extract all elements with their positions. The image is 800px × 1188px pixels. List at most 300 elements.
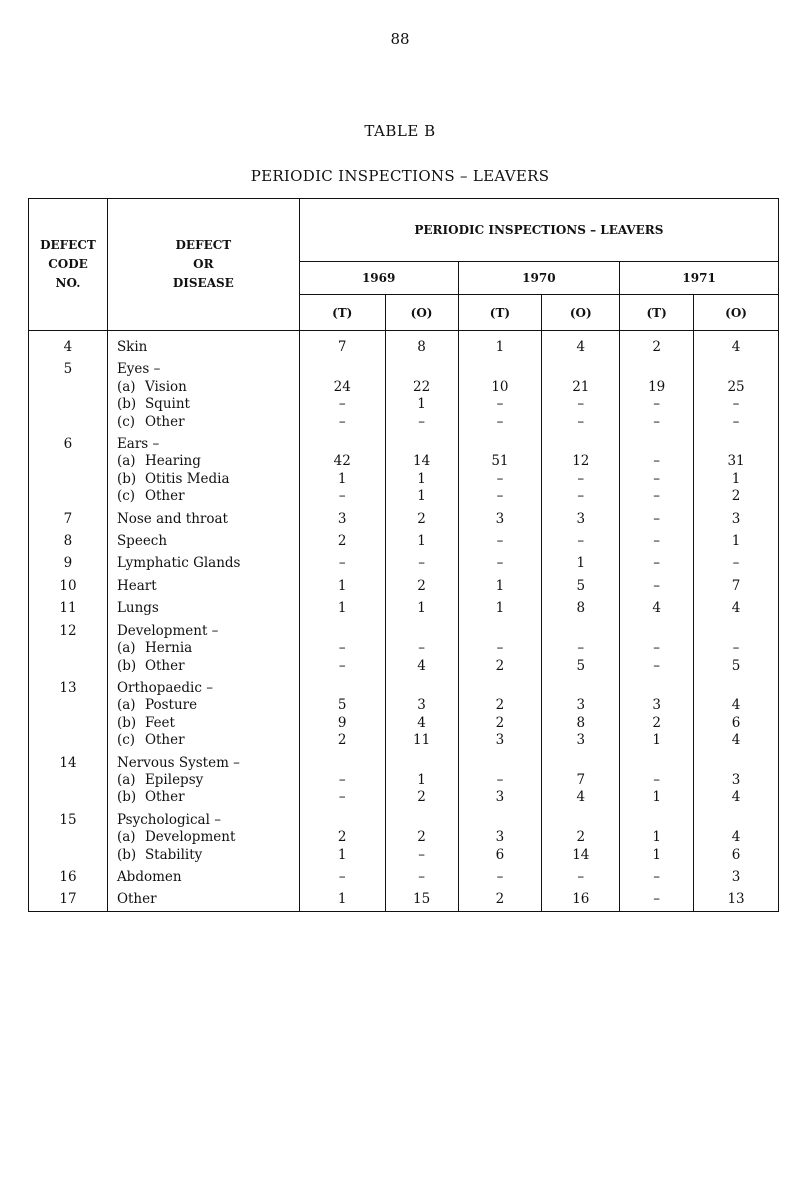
value: – bbox=[653, 510, 661, 527]
value bbox=[300, 812, 385, 829]
value-cell bbox=[299, 812, 385, 869]
value-cell bbox=[299, 361, 385, 436]
value: 1 bbox=[731, 470, 741, 487]
value: 6 bbox=[731, 714, 741, 731]
defect-code-value: 9 bbox=[63, 555, 73, 572]
value-cell bbox=[542, 623, 620, 680]
value: – bbox=[496, 771, 504, 788]
defect-code-value: 8 bbox=[63, 533, 73, 550]
value bbox=[386, 812, 458, 829]
value-cell bbox=[458, 511, 542, 533]
value: 3 bbox=[576, 510, 586, 527]
defect-name bbox=[107, 361, 299, 436]
value bbox=[459, 436, 542, 453]
sub-item-letter: (a) bbox=[116, 640, 136, 657]
value: 2 bbox=[417, 577, 426, 594]
value: – bbox=[418, 846, 425, 863]
sub-item-letter: (b) bbox=[116, 470, 137, 487]
value-cell bbox=[299, 891, 385, 911]
table-subtitle: PERIODIC INSPECTIONS – LEAVERS bbox=[250, 167, 550, 185]
value: – bbox=[653, 396, 661, 413]
value bbox=[694, 812, 778, 829]
value-cell bbox=[542, 331, 620, 362]
value: 3 bbox=[337, 510, 347, 527]
sub-item-letter: (a) bbox=[116, 771, 136, 788]
defect-code bbox=[29, 555, 108, 577]
header-year-1971: 1971 bbox=[620, 262, 779, 295]
table-row bbox=[29, 623, 779, 680]
defect-code bbox=[29, 869, 108, 891]
table-title: TABLE B bbox=[364, 122, 436, 140]
sub-item-letter: (a) bbox=[116, 697, 136, 714]
value: 1 bbox=[417, 396, 426, 413]
value-cell bbox=[299, 680, 385, 755]
value: – bbox=[577, 640, 585, 657]
value: 9 bbox=[337, 714, 347, 731]
value bbox=[620, 812, 693, 829]
header-defect-or-disease: DEFECT OR DISEASE bbox=[107, 199, 299, 331]
defect-name bbox=[107, 600, 299, 622]
sub-item-letter: (c) bbox=[116, 732, 136, 749]
value: – bbox=[653, 577, 661, 594]
value: – bbox=[653, 657, 661, 674]
value: – bbox=[653, 771, 661, 788]
defect-label: Abdomen bbox=[116, 868, 182, 885]
value: 2 bbox=[495, 697, 505, 714]
value: 6 bbox=[731, 846, 741, 863]
value-cell bbox=[620, 436, 694, 511]
defect-label: Development bbox=[144, 829, 236, 846]
value-cell bbox=[694, 436, 779, 511]
table-row bbox=[29, 578, 779, 600]
defect-line bbox=[117, 891, 299, 908]
value bbox=[694, 361, 778, 378]
defect-label: Speech bbox=[116, 533, 168, 550]
sub-item-letter: (b) bbox=[116, 396, 137, 413]
value-cell bbox=[542, 680, 620, 755]
value: 2 bbox=[495, 657, 505, 674]
value: – bbox=[653, 555, 661, 572]
value-cell bbox=[458, 361, 542, 436]
value: 4 bbox=[652, 600, 661, 617]
defect-line bbox=[117, 869, 299, 886]
defect-line bbox=[117, 789, 299, 806]
value-cell bbox=[299, 436, 385, 511]
value: – bbox=[577, 868, 585, 885]
value-cell bbox=[694, 331, 779, 362]
value-cell bbox=[299, 869, 385, 891]
defect-label: Lungs bbox=[116, 600, 159, 617]
value: – bbox=[496, 488, 504, 505]
value-cell bbox=[694, 511, 779, 533]
value bbox=[694, 680, 778, 697]
defect-label: Hearing bbox=[144, 453, 201, 470]
header-defect-code: DEFECT CODE NO. bbox=[29, 199, 108, 331]
value-cell bbox=[385, 812, 458, 869]
value: 1 bbox=[417, 488, 426, 505]
value: – bbox=[496, 555, 504, 572]
value-cell bbox=[385, 623, 458, 680]
value-cell bbox=[542, 361, 620, 436]
defect-code bbox=[29, 578, 108, 600]
value: 4 bbox=[731, 600, 741, 617]
defect-code bbox=[29, 600, 108, 622]
defect-code-value: 7 bbox=[63, 510, 73, 527]
defect-label: Squint bbox=[144, 396, 190, 413]
value: 19 bbox=[648, 378, 666, 395]
defect-label: Other bbox=[144, 413, 185, 430]
value: – bbox=[653, 533, 661, 550]
value: 4 bbox=[731, 339, 741, 355]
value bbox=[459, 680, 542, 697]
value-cell bbox=[694, 869, 779, 891]
defect-line bbox=[117, 453, 299, 470]
value bbox=[459, 755, 542, 772]
value: 3 bbox=[731, 771, 741, 788]
value bbox=[300, 755, 385, 772]
value-cell bbox=[620, 891, 694, 911]
table-row bbox=[29, 600, 779, 622]
header-col: (O) bbox=[542, 295, 620, 331]
value-cell bbox=[385, 436, 458, 511]
value: 22 bbox=[412, 378, 431, 395]
value-cell bbox=[620, 755, 694, 812]
value: 1 bbox=[652, 732, 661, 749]
defect-label: Ears – bbox=[116, 436, 160, 453]
value-cell bbox=[299, 533, 385, 555]
sub-item-letter: (b) bbox=[116, 657, 137, 674]
value: 31 bbox=[727, 453, 745, 470]
defect-line bbox=[117, 488, 299, 505]
value bbox=[620, 623, 693, 640]
value: 3 bbox=[495, 510, 505, 527]
defect-code bbox=[29, 623, 108, 680]
defect-label: Feet bbox=[144, 714, 175, 731]
value-cell bbox=[694, 533, 779, 555]
value bbox=[459, 812, 542, 829]
defect-code bbox=[29, 755, 108, 812]
value: – bbox=[653, 891, 661, 908]
value-cell bbox=[458, 436, 542, 511]
defect-line bbox=[117, 361, 299, 378]
value-cell bbox=[299, 555, 385, 577]
defect-line bbox=[117, 658, 299, 675]
value-cell bbox=[542, 533, 620, 555]
table-row bbox=[29, 361, 779, 436]
header-year-1970: 1970 bbox=[458, 262, 620, 295]
value-cell bbox=[385, 755, 458, 812]
value-cell bbox=[299, 511, 385, 533]
value bbox=[300, 623, 385, 640]
defect-code-value: 6 bbox=[63, 436, 73, 453]
value: 3 bbox=[731, 868, 741, 885]
value bbox=[542, 361, 619, 378]
value: 1 bbox=[337, 577, 347, 594]
defect-label: Posture bbox=[144, 697, 198, 714]
table-row bbox=[29, 436, 779, 511]
sub-item-letter: (a) bbox=[116, 829, 136, 846]
defect-name bbox=[107, 680, 299, 755]
defect-label: Development – bbox=[116, 622, 219, 639]
value: – bbox=[338, 396, 346, 413]
value-cell bbox=[385, 600, 458, 622]
defect-code-value: 10 bbox=[59, 577, 77, 594]
table-row bbox=[29, 555, 779, 577]
value: 1 bbox=[731, 533, 741, 550]
header-col: (T) bbox=[458, 295, 542, 331]
value-cell bbox=[385, 891, 458, 911]
value-cell bbox=[385, 511, 458, 533]
value-cell bbox=[458, 891, 542, 911]
value: 4 bbox=[731, 829, 741, 846]
table-row bbox=[29, 511, 779, 533]
defect-line bbox=[117, 555, 299, 572]
value: 1 bbox=[417, 470, 426, 487]
value-cell bbox=[620, 680, 694, 755]
value: 11 bbox=[412, 732, 431, 749]
value-cell bbox=[299, 331, 385, 362]
value: – bbox=[577, 396, 585, 413]
value: 1 bbox=[495, 339, 505, 355]
value: 7 bbox=[731, 577, 741, 594]
defect-code bbox=[29, 511, 108, 533]
value-cell bbox=[542, 812, 620, 869]
defect-line bbox=[117, 755, 299, 772]
value: 8 bbox=[576, 600, 586, 617]
defect-label: Vision bbox=[144, 378, 187, 395]
value: 2 bbox=[337, 829, 347, 846]
value: – bbox=[577, 413, 585, 430]
value-cell bbox=[458, 623, 542, 680]
defect-label: Other bbox=[144, 657, 185, 674]
value-cell bbox=[694, 623, 779, 680]
defect-line bbox=[117, 414, 299, 431]
value: 3 bbox=[576, 697, 586, 714]
value: – bbox=[338, 555, 346, 572]
value-cell bbox=[299, 623, 385, 680]
value-cell bbox=[694, 600, 779, 622]
value-cell bbox=[385, 680, 458, 755]
value: – bbox=[418, 413, 425, 430]
value: 10 bbox=[491, 378, 509, 395]
value-cell bbox=[620, 331, 694, 362]
defect-name bbox=[107, 331, 299, 362]
table-row bbox=[29, 680, 779, 755]
defect-name bbox=[107, 533, 299, 555]
value: 1 bbox=[417, 600, 426, 617]
value: 1 bbox=[337, 600, 347, 617]
value-cell bbox=[694, 680, 779, 755]
value: – bbox=[653, 413, 661, 430]
value: – bbox=[496, 640, 504, 657]
value bbox=[542, 755, 619, 772]
defect-line bbox=[117, 697, 299, 714]
value: 3 bbox=[495, 732, 505, 749]
value: 2 bbox=[495, 891, 505, 908]
value-cell bbox=[620, 578, 694, 600]
sub-item-letter: (a) bbox=[116, 378, 136, 395]
defect-line bbox=[117, 396, 299, 413]
table-row bbox=[29, 812, 779, 869]
value: 4 bbox=[576, 789, 586, 806]
defect-line bbox=[117, 578, 299, 595]
page-number: 88 bbox=[390, 30, 410, 48]
defect-line bbox=[117, 847, 299, 864]
value: 16 bbox=[572, 891, 590, 908]
table-row bbox=[29, 869, 779, 891]
defect-code-value: 4 bbox=[63, 339, 73, 355]
defect-name bbox=[107, 436, 299, 511]
value-cell bbox=[694, 555, 779, 577]
value: 6 bbox=[495, 846, 505, 863]
value: 2 bbox=[417, 829, 426, 846]
value: 21 bbox=[572, 378, 590, 395]
value-cell bbox=[620, 533, 694, 555]
value: – bbox=[577, 488, 585, 505]
value: 7 bbox=[576, 771, 586, 788]
value: 7 bbox=[337, 339, 347, 355]
value: 2 bbox=[495, 714, 505, 731]
value: 1 bbox=[576, 555, 586, 572]
value-cell bbox=[385, 555, 458, 577]
sub-item-letter: (a) bbox=[116, 453, 136, 470]
value bbox=[620, 436, 693, 453]
defect-line bbox=[117, 436, 299, 453]
header-year-1969: 1969 bbox=[299, 262, 458, 295]
value-cell bbox=[542, 869, 620, 891]
defect-line bbox=[117, 471, 299, 488]
defect-line bbox=[117, 623, 299, 640]
value: 4 bbox=[417, 657, 426, 674]
value: 1 bbox=[495, 577, 505, 594]
value: 1 bbox=[337, 891, 347, 908]
defect-label: Heart bbox=[116, 577, 157, 594]
defect-name bbox=[107, 812, 299, 869]
value-cell bbox=[458, 755, 542, 812]
defect-code-value: 14 bbox=[59, 754, 77, 771]
defect-code-value: 12 bbox=[59, 622, 77, 639]
defect-name bbox=[107, 891, 299, 911]
sub-item-letter: (b) bbox=[116, 789, 137, 806]
value: 4 bbox=[731, 732, 741, 749]
value bbox=[386, 755, 458, 772]
value: – bbox=[496, 868, 504, 885]
defect-name bbox=[107, 869, 299, 891]
value-cell bbox=[620, 869, 694, 891]
value: 2 bbox=[652, 339, 661, 355]
value bbox=[542, 812, 619, 829]
value: 4 bbox=[576, 339, 586, 355]
value-cell bbox=[620, 511, 694, 533]
defect-line bbox=[117, 379, 299, 396]
value: – bbox=[496, 470, 504, 487]
defect-label: Epilepsy bbox=[144, 771, 204, 788]
value-cell bbox=[542, 555, 620, 577]
value: 1 bbox=[495, 600, 505, 617]
value-cell bbox=[542, 436, 620, 511]
value-cell bbox=[620, 623, 694, 680]
defect-line bbox=[117, 732, 299, 749]
table-row bbox=[29, 755, 779, 812]
header-col: (T) bbox=[620, 295, 694, 331]
value: – bbox=[653, 868, 661, 885]
value bbox=[694, 755, 778, 772]
value bbox=[459, 361, 542, 378]
value: 1 bbox=[652, 829, 661, 846]
defect-label: Other bbox=[144, 488, 185, 505]
value bbox=[620, 361, 693, 378]
value: – bbox=[732, 396, 740, 413]
value-cell bbox=[299, 755, 385, 812]
value bbox=[542, 680, 619, 697]
value-cell bbox=[458, 869, 542, 891]
value bbox=[300, 436, 385, 453]
defect-label: Psychological – bbox=[116, 811, 221, 828]
value-cell bbox=[385, 361, 458, 436]
value: 1 bbox=[652, 789, 661, 806]
value: 1 bbox=[417, 771, 426, 788]
value: – bbox=[577, 533, 585, 550]
value: – bbox=[418, 555, 425, 572]
defect-line bbox=[117, 680, 299, 697]
sub-item-letter: (b) bbox=[116, 846, 137, 863]
defect-code-value: 17 bbox=[59, 891, 77, 908]
value bbox=[694, 436, 778, 453]
value: 51 bbox=[491, 453, 509, 470]
defect-code bbox=[29, 680, 108, 755]
value: 8 bbox=[576, 714, 586, 731]
inspections-table bbox=[28, 198, 779, 912]
value: – bbox=[496, 413, 504, 430]
defect-name bbox=[107, 623, 299, 680]
value-cell bbox=[542, 578, 620, 600]
value: – bbox=[732, 555, 740, 572]
value: 2 bbox=[417, 789, 426, 806]
value: – bbox=[577, 470, 585, 487]
value-cell bbox=[694, 812, 779, 869]
value: 42 bbox=[333, 453, 351, 470]
value: – bbox=[338, 789, 346, 806]
defect-line bbox=[117, 511, 299, 528]
defect-line bbox=[117, 533, 299, 550]
defect-label: Lymphatic Glands bbox=[116, 555, 241, 572]
value: 2 bbox=[731, 488, 741, 505]
value bbox=[300, 680, 385, 697]
value: 3 bbox=[576, 732, 586, 749]
value: 2 bbox=[337, 533, 347, 550]
value: 5 bbox=[576, 657, 586, 674]
value: – bbox=[653, 453, 661, 470]
defect-label: Other bbox=[144, 789, 185, 806]
table-row bbox=[29, 533, 779, 555]
table-row bbox=[29, 331, 779, 362]
value-cell bbox=[458, 533, 542, 555]
value: 2 bbox=[576, 829, 586, 846]
value: – bbox=[338, 657, 346, 674]
defect-label: Orthopaedic – bbox=[116, 679, 213, 696]
value: 2 bbox=[337, 732, 347, 749]
sub-item-letter: (c) bbox=[116, 413, 136, 430]
value-cell bbox=[542, 511, 620, 533]
defect-code-value: 5 bbox=[63, 361, 73, 378]
defect-code-value: 16 bbox=[59, 868, 77, 885]
defect-label: Nose and throat bbox=[116, 510, 228, 527]
value: – bbox=[732, 640, 740, 657]
value-cell bbox=[458, 600, 542, 622]
value: – bbox=[653, 488, 661, 505]
defect-name bbox=[107, 755, 299, 812]
value bbox=[620, 680, 693, 697]
